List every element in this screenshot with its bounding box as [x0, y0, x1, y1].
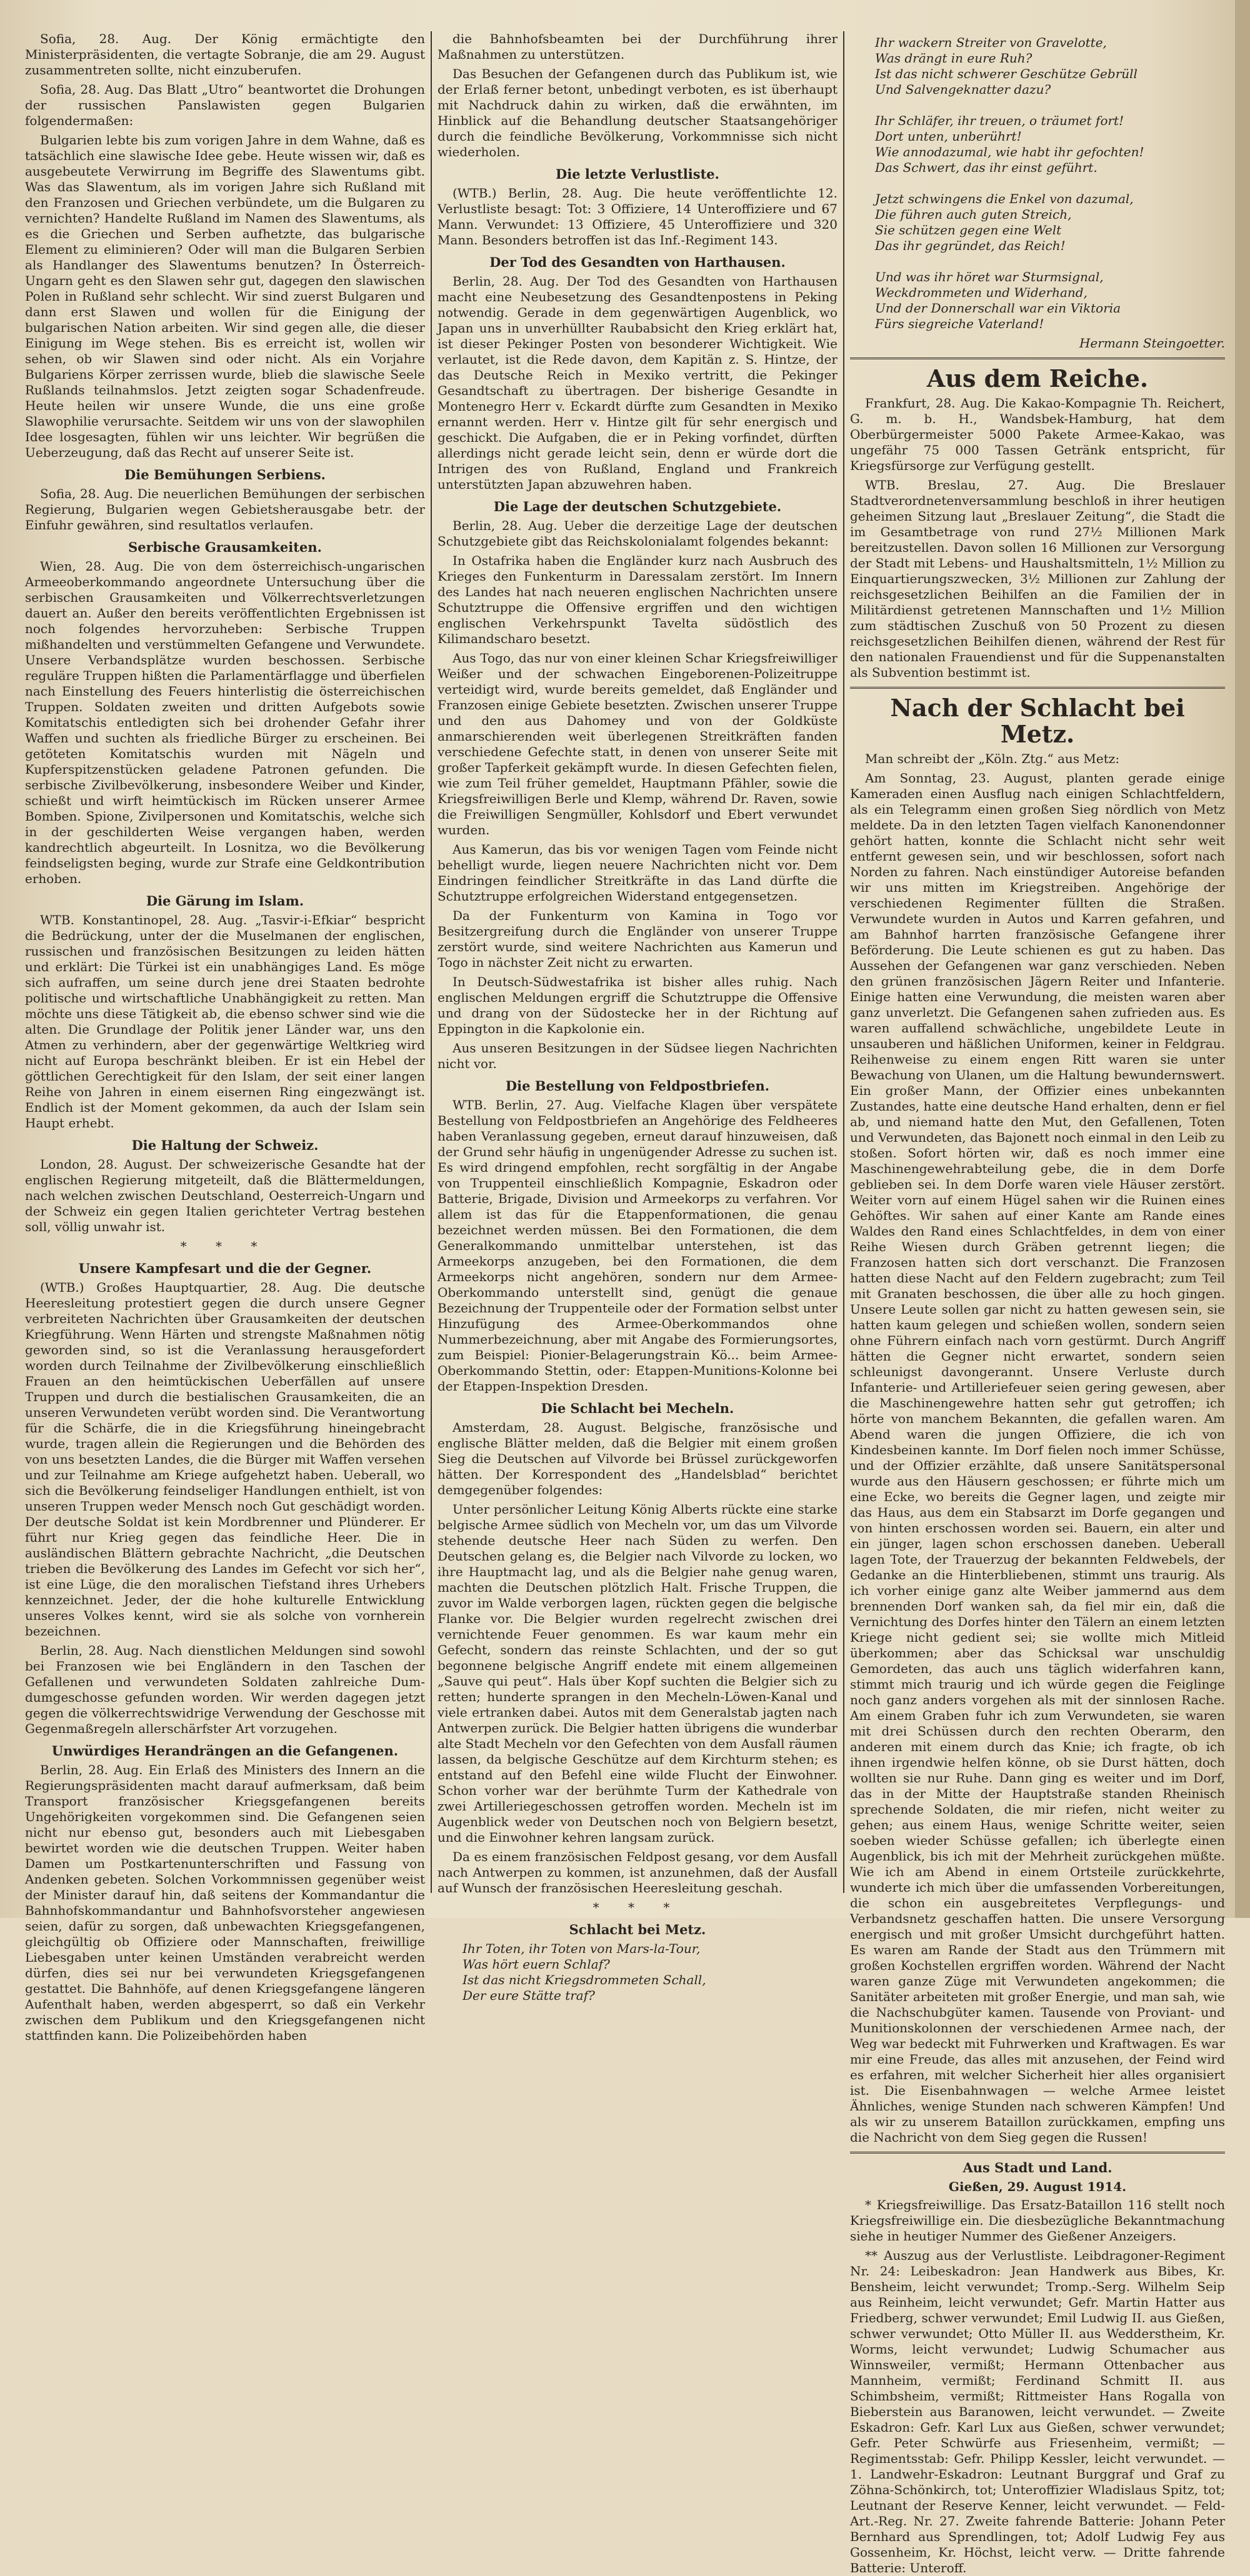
article-paragraph: Bulgarien lebte bis zum vorigen Jahre in dem Wahne, daß es tatsächlich eine slawische Idee gebe. Heute wissen wir, daß es ausgebeutete Verwirrung im Begriffe des Slawentums gibt. Was das Slawentum, als im vorigen Jahre sich Rußland mit den Franzosen und Griechen verbündete, um die Bulgaren zu vernichten? Handelte Rußland im Namen des Slawentums, als es die Griechen und Serben aufhetzte, das bulgarische Element zu eliminieren? Oder will man die Bulgaren Serbien als Handlanger des Slawentums benutzen? In Österreich-Ungarn geht es den Slawen sehr gut, dagegen den slawischen Polen in Rußland sehr schlecht. Wir sind zuerst Bulgaren und dann erst Slawen und wollen für die Einigung der bulgarischen Nation arbeiten. Wir sind gegen alle, die dieser Einigung im Wege stehen. Bis es erreicht ist, wollen wir sehen, ob wir Slawen sind oder nicht. Als ein Vorjahre Bulgariens Körper zerrissen wurde, blieb die slawische Seele Rußlands teilnahmslos. Jetzt zeigten sogar Schadenfreude. Heute heilen wir unsere Wunde, die uns eine große Slawophilie verursachte. Seitdem wir uns von der slawophilen Idee losgesagten, fühlen wir uns leichter. Wir begrüßen die Ueberzeugung, daß das Recht auf unserer Seite ist. — [25, 132, 425, 460]
article-paragraph: (WTB.) Berlin, 28. Aug. Die heute veröffentlichte 12. Verlustliste besagt: Tot: 3 Offiziere, 14 Unteroffiziere und 67 Mann. Verwundet: 13 Offiziere, 45 Unteroffiziere und 320 Mann. Besonders betroffen ist das Inf.-Regiment 143. — [438, 186, 838, 247]
poem-text: Ihr Toten, ihr Toten von Mars-la-Tour, Was hört euern Schlaf? Ist das nicht Kriegsdrommeten Schall, Der eure Stätte traf? — [462, 1941, 706, 2003]
article-paragraph: * Kriegsfreiwillige. Das Ersatz-Bataillon 116 stellt noch Kriegsfreiwillige ein. Die diesbezügliche Bekanntmachung siehe in heutiger Nummer des Gießener Anzeigers. — [850, 2197, 1225, 2244]
dateline: Gießen, 29. August 1914. — [948, 2179, 1127, 2194]
article-paragraph: Aus Kamerun, das bis vor wenigen Tagen vom Feinde nicht behelligt wurde, liegen neuere Nachrichten nicht vor. Dem Eindringen feindlicher Streitkräfte in das Land dürfte die Schutztruppe erfolgreichen Widerstand entgegensetzen. — [438, 842, 838, 904]
article-heading: Die Bemühungen Serbiens. — [124, 467, 326, 482]
article-paragraph: Berlin, 28. Aug. Ueber die derzeitige Lage der deutschen Schutzgebiete gibt das Reichskolonialamt folgendes bekannt: — [438, 518, 838, 549]
article-paragraph: Sofia, 28. Aug. Die neuerlichen Bemühungen der serbischen Regierung, Bulgarien wegen Gebietsherausgabe betr. der Einfuhr gewähren, sind resultatlos verlaufen. — [25, 486, 425, 532]
column-left — [25, 31, 425, 2043]
poem-author: Hermann Steingoetter. — [1079, 336, 1225, 351]
section-heading: Aus dem Reiche. — [926, 364, 1149, 392]
article-heading: Serbische Grausamkeiten. — [128, 539, 322, 555]
article-paragraph: WTB. Konstantinopel, 28. Aug. „Tasvir-i-Efkiar“ bespricht die Bedrückung, unter der die Muselmanen der englischen, russischen und französischen Besitzungen zu leiden hätten und erklärt: Die Türkei ist ein unabhängiges Land. Es möge sich aufraffen, um seine durch jene drei Staaten bedrohte politische und wirtschaftliche Unabhängigkeit zu retten. Man möchte uns diese Tätigkeit ab, die ebenso schwer sind wie die alten. Die Grundlage der Politik jener Länder war, uns den Atmen zu verhindern, aber der gegenwärtige Weltkrieg wird nicht auf Europa beschränkt bleiben. Er ist ein Hebel der göttlichen Gerechtigkeit für den Islam, der seit einer langen Reihe von Jahren in einem eisernen Ring eingezwängt ist. Endlich ist der Moment gekommen, da auch der Islam sein Haupt erhebt. — [25, 912, 425, 1131]
page-edge — [1235, 0, 1250, 1918]
section-separator: * * * — [592, 1900, 682, 1915]
column-middle — [438, 31, 838, 2003]
article-paragraph: (WTB.) Großes Hauptquartier, 28. Aug. Die deutsche Heeresleitung protestiert gegen die durch unsere Gegner verbreiteten Nachrichten über Grausamkeiten der deutschen Kriegführung. Wenn Härten und strengste Maßnahmen nötig geworden sind, so ist die Veranlassung herausgefordert worden durch Teilnahme der Zivilbevölkerung einschließlich Frauen an den heimtückischen Ueberfällen auf unsere Truppen und durch die bestialischen Grausamkeiten, die an unseren Verwundeten verübt worden sind. Die Verantwortung für die Schärfe, die in die Kriegsführung hineingebracht wurde, tragen allein die Regierungen und die Behörden des von uns besetzten Landes, die die Bürger mit Waffen versehen und zur Teilnahme am Kriege aufgehetzt haben. Ueberall, wo sich die Bevölkerung feindseliger Handlungen enthielt, ist von unseren Truppen weder Mensch noch Gut geschädigt worden. Der deutsche Soldat ist kein Mordbrenner und Plünderer. Er führt nur Krieg gegen das feindliche Heer. Die in ausländischen Blättern gebrachte Nachricht, „die Deutschen trieben die Bevölkerung des Landes im Gefecht vor sich her“, ist eine Lüge, die den moralischen Tiefstand ihres Urhebers kennzeichnet. Jeder, der die hohe kulturelle Entwicklung unseres Volkes kennt, wird sie als solche von vornherein bezeichnen. — [25, 1280, 425, 1639]
article-paragraph: Amsterdam, 28. August. Belgische, französische und englische Blätter melden, daß die Belgier mit einem großen Sieg die Deutschen auf Vilvorde bei Brüssel zurückgeworfen hätten. Der Korrespondent des „Handelsblad“ berichtet demgegenüber folgendes: — [438, 1420, 838, 1497]
article-paragraph: Aus unseren Besitzungen in der Südsee liegen Nachrichten nicht vor. — [438, 1041, 838, 1071]
section-heading: Nach der Schlacht bei Metz. — [890, 694, 1185, 748]
article-paragraph: Unter persönlicher Leitung König Alberts rückte eine starke belgische Armee südlich von Mecheln vor, um das um Vilvorde stehende deutsche Heer nach Süden zu werfen. Den Deutschen gelang es, die Belgier nach Vilvorde zu locken, wo ihre Hauptmacht lag, und als die Belgier nahe genug waren, machten die Deutschen plötzlich Halt. Frische Truppen, die zuvor im Walde verborgen lagen, rückten gegen die belgische Flanke vor. Die Belgier wurden regelrecht zwischen drei vernichtende Feuer genommen. Es war kaum mehr ein Gefecht, sondern das reinste Schlachten, und der so gut begonnene belgische Angriff endete mit einem allgemeinen „Sauve qui peut“. Hals über Kopf suchten die Belgier sich zu retten; hunderte sprangen in den Mecheln-Löwen-Kanal und viele ertranken dabei. Autos mit dem Generalstab jagten nach Antwerpen zurück. Die Belgier hatten übrigens die wunderbar alte Stadt Mecheln vor den Gefechten von dem Ausfall räumen lassen, da belgische Geschütze auf dem Kirchturm stehen; es entstand auf den Befehl eine wilde Flucht der Einwohner. Schon vorher war der berühmte Turm der Kathedrale von zwei Artilleriegeschossen getroffen worden. Mecheln ist im Augenblick weder von Deutschen noch von Belgiern besetzt, und die Einwohner kehren langsam zurück. — [438, 1502, 838, 1845]
article-paragraph: Da es einem französischen Feldpost gesang, vor dem Ausfall nach Antwerpen zu kommen, ist anzunehmen, daß der Ausfall auf Wunsch der französischen Heeresleitung geschah. — [438, 1849, 838, 1895]
article-heading: Unwürdiges Herandrängen an die Gefangenen. — [51, 1743, 399, 1759]
article-paragraph: Frankfurt, 28. Aug. Die Kakao-Kompagnie Th. Reichert, G. m. b. H., Wandsbek-Hamburg, hat dem Oberbürgermeister 5000 Pakete Armee-Kakao, was ungefähr 75 000 Tassen Getränk entspricht, für Kriegsfürsorge zur Verfügung gestellt. — [850, 396, 1225, 473]
column-divider — [431, 31, 432, 1893]
article-heading: Unsere Kampfesart und die der Gegner. — [78, 1261, 372, 1276]
article-paragraph: Das Besuchen der Gefangenen durch das Publikum ist, wie der Erlaß ferner betont, unbedingt verboten, es ist überhaupt mit Nachdruck dahin zu wirken, daß die erwähnten, im Hinblick auf die Behandlung deutscher Staatsangehöriger durch die feindliche Bevölkerung, Vorkommnisse sich nicht wiederholen. — [438, 66, 838, 159]
article-paragraph: Am Sonntag, 23. August, planten gerade einige Kameraden einen Ausflug nach einigen Schlachtfeldern, als ein Telegramm einen großen Sieg nördlich von Metz meldete. Da in den letzten Tagen vielfach Kanonendonner gehört hatten, konnte die Schlacht nicht sehr weit entfernt gewesen sein, und wir beschlossen, sofort nach Norden zu fahren. Nach einstündiger Autoreise befanden wir uns mitten im Kriegstreiben. Angehörige der verschiedenen Regimenter füllten die Straßen. Verwundete wurden in Autos und Karren gefahren, und am Bahnhof harrten französische Gefangene ihrer Beförderung. Die Leute schienen es gut zu haben. Das Aussehen der Gefangenen war ganz verschieden. Neben den grünen französischen Jägern Reiter und Infanterie. Einige hatten eine Verwundung, die meisten waren aber ganz unverletzt. Die Gefangenen sahen zufrieden aus. Es waren auffallend schwächliche, ungebildete Leute in unsauberen und häßlichen Uniformen, keiner in Feldgrau. Reihenweise zu einem engen Ritt waren sie unter Bewachung von Ulanen, um die Haltung bewundernswert. Ein großer Mann, der Offizier eines unbekannten Zustandes, hatte eine deutsche Hand erhalten, denn er fiel ab, und niemand hatte den Mut, den Gefallenen, Toten und Verwundeten, das Bajonett noch einmal in den Leib zu stoßen. Sofort hörten wir, daß es noch immer eine Maschinengewehrabteilung gebe, die in dem Dorfe geblieben sei. In dem Dorfe waren viele Häuser zerstört. Weiter vorn auf einem Hügel sahen wir die Ruinen eines Gehöftes. Wir sahen auf einer Kante am Rande eines Waldes den Rand eines Schlachtfeldes, in dem von einer Reihe Wiesen durch Gräben getrennt liegen; die Franzosen hatten sich dort verschanzt. Die Franzosen hatten diese Nacht auf den Feldern zugebracht; zum Teil mit Granaten beschossen, die über alle zu hoch gingen. Unsere Leute sollen gar nicht zu hatten gewesen sein, sie hatten kaum gelegen und schießen wollen, sondern seien ohne Führern einfach nach vorn gestürmt. Durch Angriff hätten die Gegner nicht erwartet, sondern seien schleunigst davongerannt. Unsere Verluste durch Infanterie- und Artilleriefeuer seien gering gewesen, aber die Maschinengewehre hatten sehr gut getroffen; ich hörte von manchem Bekannten, die gefallen waren. Am Abend waren die jungen Offiziere, die ich von Kindesbeinen kannte. Im Dorf fielen noch immer Schüsse, und der Offizier erzählte, daß unsere Sanitätspersonal wurde aus den Häusern geschossen; er führte mich um eine Ecke, wo bereits die Gegner lagen, und zeigte mir das Haus, aus dem ein Stabsarzt im Dorfe gegangen und von hinten erschossen worden sei. Bauern, ein alter und ein jünger, lagen schon erschossen daneben. Ueberall lagen Tote, der Trauerzug der bekannten Feldwebels, der Gedanke an die Hinterbliebenen, stimmt uns traurig. Als ich vorher einige ganz alte Weiber jammernd aus dem brennenden Dorf wanken sah, da fiel mir ein, daß die Vernichtung des Dorfes hinter den Tälern an einem letzten Kriege nicht gedient sei; sie wollte mich Mitleid überkommen; aber das Schicksal war unschuldig Gemordeten, das auch uns täglich widerfahren kann, stimmt mich traurig und ich würde gegen die Feiglinge noch ganz anders vorgehen als mit der sinnlosen Rache. Am einem Graben fuhr ich zum Verwundeten, sie waren mit drei Schüssen durch den rechten Oberarm, den anderen mit einem durch das Knie; ich fragte, ob ich ihnen irgendwie helfen könne, ob sie Durst hätten, doch wollten sie nur Ruhe. Dann ging es weiter und im Dorf, das in der Mitte der Hauptstraße standen Rheinisch sprechende Soldaten, die mir riefen, nicht weiter zu gehen; aus einem Haus, wenige Schritte weiter, seien soeben wieder Schüsse gefallen; ich überlegte einen Augenblick, bis ich mit der Mehrheit zurückgehen müßte. Wie ich am Abend in einem Ortsteile zurückkehrte, wunderte ich mich über die umfassenden Vorbereitungen, die schon ein ausgebreitetes Verpflegungs- und Verbandsnetz geschaffen hatten. Die unsere Versorgung energisch und mit großer Umsicht durchgeführt hatten. Es waren am Rande der Stadt aus den Trümmern mit großen Kochstellen ergriffen worden. Während der Nacht waren ganze Züge mit Verwundeten angekommen; die Sanitäter arbeiteten mit großer Energie, und man sah, wie die Nachschubgüter kamen. Tausende von Proviant- und Munitionskolonnen der verschiedenen Armee nach, der Weg war bedeckt mit Fuhrwerken und Kraftwagen. Es war mir eine Freude, das alles mit anzusehen, der Feind wird es erfahren, mit welcher Sicherheit hier alles organisiert ist. Die Eisenbahnwagen — welche Armee leistet Ähnliches, wenige Stunden nach schweren Kämpfen! Und als wir zu unserem Bataillon zurückkamen, empfing uns die Nachricht von dem Sieg gegen die Russen! — [850, 771, 1225, 2145]
column-right — [850, 31, 1225, 2575]
article-paragraph: Sofia, 28. Aug. Der König ermächtigte den Ministerpräsidenten, die vertagte Sobranje, die am 29. August zusammentreten sollte, nicht einzuberufen. — [25, 31, 425, 77]
section-rule — [850, 357, 1225, 359]
article-paragraph: WTB. Berlin, 27. Aug. Vielfache Klagen über verspätete Bestellung von Feldpostbriefen an Angehörige des Feldheeres haben Veranlassung gegeben, erneut darauf hinzuweisen, daß der Grund sehr häufig in ungenügender Adresse zu suchen ist. Es wird dringend empfohlen, recht sorgfältig in der Angabe von Truppenteil einschließlich Kompagnie, Eskadron oder Batterie, Brigade, Division und Armeekorps zu verfahren. Vor allem ist das für die Etappenformationen, die genau bezeichnet werden müssen. Bei den Formationen, die dem Generalkommando unmittelbar unterstehen, ist das Armeekorps anzugeben, bei den Formationen, die dem Armeekorps nicht angehören, sondern nur dem Armee-Oberkommando unterstellt sind, genügt die genaue Bezeichnung der Truppenteile oder der Formation selbst unter Hinzufügung des Armee-Oberkommandos ohne Nummerbezeichnung, aber mit Angabe des Formierungsortes, zum Beispiel: Pionier-Belagerungstrain Kö... beim Armee-Oberkommando Stettin, oder: Etappen-Munitions-Kolonne bei der Etappen-Inspektion Dresden. — [438, 1097, 838, 1394]
article-heading: Die letzte Verlustliste. — [556, 166, 719, 182]
article-heading: Die Schlacht bei Mecheln. — [541, 1400, 734, 1416]
section-rule — [850, 687, 1225, 689]
article-paragraph: In Ostafrika haben die Engländer kurz nach Ausbruch des Krieges den Funkenturm in Daressalam zerstört. Im Innern des Landes hat nach neueren englischen Nachrichten unsere Schutztruppe die Offensive ergriffen und den wichtigen englischen Verkehrspunkt Tavelta südöstlich des Kilimandscharo besetzt. — [438, 553, 838, 646]
article-heading: Die Lage der deutschen Schutzgebiete. — [493, 499, 782, 514]
article-paragraph: Man schreibt der „Köln. Ztg.“ aus Metz: — [865, 751, 1120, 766]
article-heading: Die Haltung der Schweiz. — [131, 1137, 319, 1153]
article-paragraph: Berlin, 28. Aug. Der Tod des Gesandten von Harthausen macht eine Neubesetzung des Gesandtenpostens in Peking notwendig. Gerade in dem gegenwärtigen Augenblick, wo Japan uns in unverhüllter Raubabsicht den Krieg erklärt hat, ist dieser Pekinger Posten von besonderer Wichtigkeit. Wie verlautet, ist die Rede davon, dem Kapitän z. S. Hintze, der das Deutsche Reich in Mexiko vertritt, die Pekinger Gesandtschaft zu übertragen. Der bisherige Gesandte in Montenegro Herr v. Eckardt dürfte zum Gesandten in Mexiko ernannt werden. Herr v. Hintze gilt für sehr energisch und geschickt. Die Aufgaben, die er in Peking vorfindet, dürften allerdings nicht gerade leicht sein, denn er würde dort die Intrigen des von Rußland, England und Frankreich unterstützten Japan abzuwehren haben. — [438, 274, 838, 492]
article-paragraph: London, 28. August. Der schweizerische Gesandte hat der englischen Regierung mitgeteilt, daß die Blättermeldungen, nach welchen zwischen Deutschland, Oesterreich-Ungarn und der Schweiz ein gegen Italien gerichteter Vertrag bestehen soll, völlig unwahr ist. — [25, 1157, 425, 1234]
section-separator: * * * — [180, 1239, 270, 1254]
poem-text: Ihr wackern Streiter von Gravelotte, Was drängt in eure Ruh? Ist das nicht schwerer Geschütze Gebrüll Und Salvengeknatter dazu? Ihr Schläfer, ihr treuen, o träumet fort! Dort unten, unberührt! Wie annodazumal, wie habt ihr gefochten! Das Schwert, das ihr einst geführt. Jetzt schwingens die Enkel von dazumal, Die führen auch guten Streich, Sie schützen gegen eine Welt Das ihr gegründet, das Reich! Und was ihr höret war Sturmsignal, Weckdrommeten und Widerhand, Und der Donnerschall war ein Viktoria Fürs siegreiche Vaterland! — [875, 35, 1144, 331]
article-paragraph: ** Auszug aus der Verlustliste. Leibdragoner-Regiment Nr. 24: Leibeskadron: Jean Handwerk aus Bibes, Kr. Bensheim, leicht verwundet; Tromp.-Serg. Wilhelm Seip aus Reinheim, leicht verwundet; Gefr. Martin Hatter aus Friedberg, schwer verwundet; Emil Ludwig II. aus Gießen, schwer verwundet; Otto Müller II. aus Wedderstheim, Kr. Worms, leicht verwundet; Ludwig Schumacher aus Winnsweiler, vermißt; Hermann Ottenbacher aus Mannheim, vermißt; Ferdinand Schmitt II. aus Schimbsheim, vermißt; Rittmeister Hans Rogalla von Bieberstein aus Baranowen, leicht verwundet. — Zweite Eskadron: Gefr. Karl Lux aus Gießen, schwer verwundet; Gefr. Peter Schwürfe aus Friesenheim, vermißt; — Regimentsstab: Gefr. Philipp Kessler, leicht verwundet. — 1. Landwehr-Eskadron: Leutnant Burggraf und Graf zu Zöhna-Schönkirch, tot; Unteroffizier Wladislaus Spitz, tot; Leutnant der Reserve Kenner, leicht verwundet. — Feld-Art.-Reg. Nr. 27. Zweite fahrende Batterie: Johann Peter Bernhard aus Sprendlingen, tot; Adolf Ludwig Fey aus Gossenheim, Kr. Höchst, leicht verw. — Dritte fahrende Batterie: Unteroff. — [850, 2248, 1225, 2575]
section-heading: Aus Stadt und Land. — [962, 2160, 1112, 2175]
poem-title: Schlacht bei Metz. — [569, 1922, 706, 1937]
article-paragraph: Berlin, 28. Aug. Nach dienstlichen Meldungen sind sowohl bei Franzosen wie bei Engländern in den Taschen der Gefallenen und verwundeten Soldaten zahlreiche Dum-dumgeschosse gefunden worden. Wir werden dagegen jetzt gegen die völkerrechtswidrige Verwendung der Geschosse mit Gegenmaßregeln allerschärfster Art vorzugehen. — [25, 1643, 425, 1736]
article-paragraph: Da der Funkenturm von Kamina in Togo vor Besitzergreifung durch die Engländer von unserer Truppe zerstört wurde, sind weitere Nachrichten aus Kamerun und Togo in nächster Zeit nicht zu erwarten. — [438, 908, 838, 970]
article-paragraph: In Deutsch-Südwestafrika ist bisher alles ruhig. Nach englischen Meldungen ergriff die Schutztruppe die Offensive und drang von der Südostecke her in der Richtung auf Eppington in die Kapkolonie ein. — [438, 974, 838, 1036]
article-paragraph: Berlin, 28. Aug. Ein Erlaß des Ministers des Innern an die Regierungspräsidenten macht darauf aufmerksam, daß beim Transport französischer Kriegsgefangenen bereits Ungehörigkeiten vorgekommen sind. Die Gefangenen seien nicht nur ebenso gut, besonders auch mit Liebesgaben bewirtet worden wie die deutschen Truppen. Weiter haben Damen um Postkartenunterschriften und Fassung von Andenken gebeten. Solchen Vorkommnissen gegenüber weist der Minister darauf hin, daß seitens der Kommandantur die Bahnhofskommandantur und Bahnhofsvorsteher angewiesen seien, dafür zu sorgen, daß unbewachten Kriegsgefangenen, gleichgültig ob Offiziere oder Mannschaften, freiwillige Liebesgaben unter keinen Umständen verabreicht werden dürfen, dies sei nur bei verwundeten Kriegsgefangenen gestattet. Die Bahnhöfe, auf denen Kriegsgefangene längeren Aufenthalt haben, werden abgesperrt, so daß ein Verkehr zwischen dem Publikum und den Kriegsgefangenen nicht stattfinden kann. Die Polizeibehörden haben — [25, 1762, 425, 2043]
article-heading: Die Gärung im Islam. — [146, 893, 304, 909]
article-paragraph: WTB. Breslau, 27. Aug. Die Breslauer Stadtverordnetenversammlung beschloß in ihrer heutigen geheimen Sitzung laut „Breslauer Zeitung“, die Stadt die im Gesamtbetrage von rund 27½ Millionen Mark bereitzustellen. Davon sollen 16 Millionen zur Versorgung der Stadt mit Lebens- und Haushaltsmitteln, 1½ Million zu Einquartierungszwecken, 3½ Millionen zur Zahlung der reichsgesetzlichen Beihilfen an die Familien der in Militärdienst getretenen Mannschaften und 1½ Million zum städtischen Zuschuß von 50 Prozent zu diesen reichsgesetzlichen Beihilfen dienen, während der Rest für den nationalen Frauendienst und für die Suppenanstalten als Subvention bestimmt ist. — [850, 477, 1225, 680]
article-paragraph: Aus Togo, das nur von einer kleinen Schar Kriegsfreiwilliger Weißer und der schwachen Eingeborenen-Polizeitruppe verteidigt wird, wurde bereits gemeldet, daß Engländer und Franzosen einige Gebiete besetzten. Zwischen unserer Truppe und den aus Dahomey und von der Goldküste anmarschierenden weit überlegenen Streitkräften fanden verschiedene Gefechte statt, in denen von unserer Seite mit großer Tapferkeit gekämpft wurde. In diesen Gefechten fielen, wie zum Teil früher gemeldet, Hauptmann Pfähler, sowie die Kriegsfreiwilligen Berle und Klemp, während Dr. Raven, sowie die Freiwilligen Sengmüller, Kohlsdorf und Ebert verwundet wurden. — [438, 651, 838, 837]
article-paragraph: Wien, 28. Aug. Die von dem österreichisch-ungarischen Armeeoberkommando angeordnete Untersuchung über die serbischen Grausamkeiten und Völkerrechtsverletzungen dauert an. Außer den bereits veröffentlichten Ergebnissen ist noch folgendes hervorzuheben: Serbische Truppen mißhandelten und verstümmelten Gefangene und Verwundete. Unsere Verbandsplätze wurden beschossen. Serbische reguläre Truppen hißten die Parlamentärflagge und überfielen nach Einstellung des Feuers hinterlistig die österreichischen Truppen. Soldaten zweiten und dritten Aufgebots sowie Komitatschis entledigten sich bei drohender Gefahr ihrer Waffen und suchten als friedliche Bürger zu erscheinen. Bei getöteten Komitatschis wurden mit Nägeln und Kupferspitzenstücken geladene Patronen gefunden. Die serbische Zivilbevölkerung, insbesondere Weiber und Kinder, schießt und wirft heimtückisch im Rücken unserer Armee Bomben. Spione, Zivilpersonen und Komitatschis, welche sich in der geschilderten Weise vergangen haben, werden kandrechtlich abgeurteilt. In Losnitza, wo die Bevölkerung feindseligsten beging, wurde zur Strafe eine Geldkontribution erhoben. — [25, 559, 425, 886]
column-divider — [843, 31, 844, 1893]
section-rule — [850, 2152, 1225, 2154]
article-paragraph: die Bahnhofsbeamten bei der Durchführung ihrer Maßnahmen zu unterstützen. — [438, 31, 838, 62]
article-paragraph: Sofia, 28. Aug. Das Blatt „Utro“ beantwortet die Drohungen der russischen Panslawisten gegen Bulgarien folgendermaßen: — [25, 82, 425, 128]
article-heading: Der Tod des Gesandten von Harthausen. — [489, 254, 786, 270]
article-heading: Die Bestellung von Feldpostbriefen. — [505, 1078, 770, 1094]
